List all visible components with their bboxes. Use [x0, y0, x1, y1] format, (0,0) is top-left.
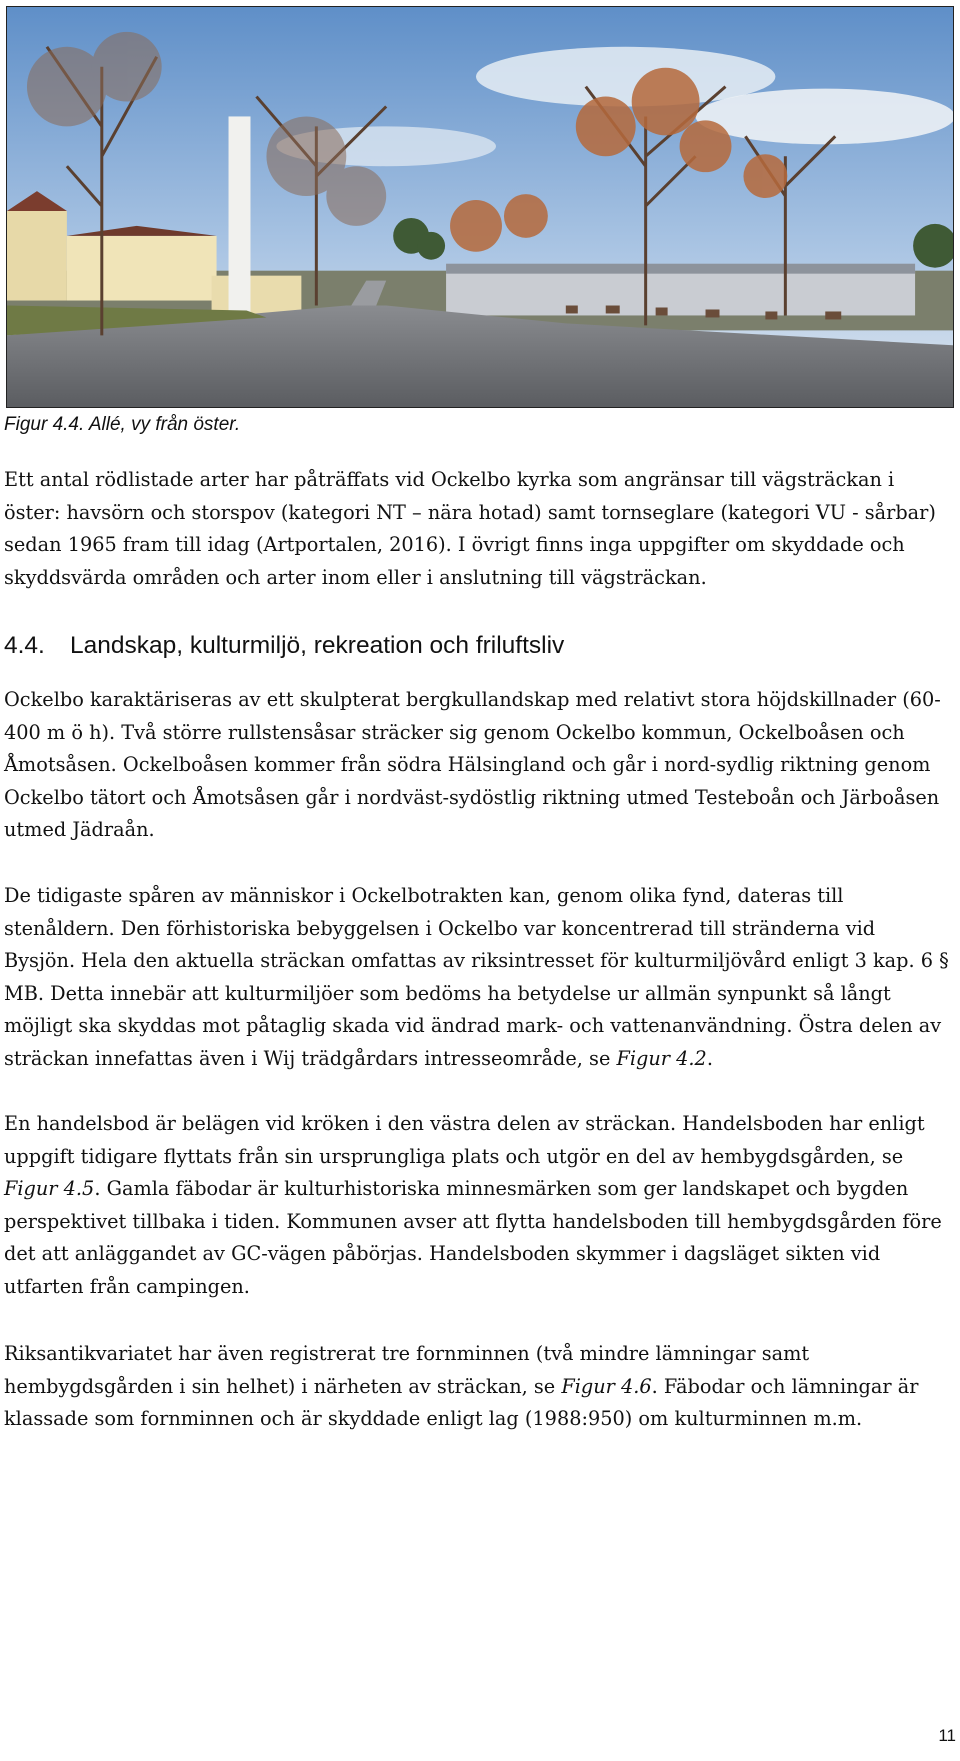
figure-photo: [6, 6, 954, 408]
section-title: Landskap, kulturmiljö, rekreation och friluftsliv: [70, 632, 565, 659]
paragraph-redlisted-species: Ett antal rödlistade arter har påträffats vid Ockelbo kyrka som angränsar till vägsträckan i öster: havsörn och storspov (kategori NT – nära hotad) samt tornseglare (kategori VU - sårbar) sedan 1965 fram till idag (Artportalen, 2016). I övrigt finns inga uppgifter om skyddade och skyddsvärda områden och arter inom eller i anslutning till vägsträckan.: [4, 468, 936, 589]
paragraph-trading-post-text: En handelsbod är belägen vid kröken i den västra delen av sträckan. Handelsboden har enligt uppgift tidigare flyttats från sin ursprungliga plats och utgör en del av hembygdsgården, se: [4, 1112, 925, 1168]
paragraph-cultural-environment: [4, 880, 952, 1076]
figure-reference-4-6[interactable]: Figur 4.6: [561, 1374, 652, 1398]
paragraph-end-punctuation: .: [706, 1046, 713, 1070]
paragraph-ancient-monuments-text-cont: . Fäbodar och lämningar är klassade som fornminnen och är skyddade enligt lag (1988:950) om kulturminnen m.m.: [4, 1374, 919, 1431]
paragraph-trading-post: [4, 1108, 952, 1304]
figure-reference-4-2[interactable]: Figur 4.2: [616, 1046, 707, 1070]
paragraph-ancient-monuments: [4, 1338, 952, 1436]
paragraph-landscape: Ockelbo karaktäriseras av ett skulpterat bergkullandskap med relativt stora höjdskillnader (60-400 m ö h). Två större rullstensåsar sträcker sig genom Ockelbo kommun, Ockelboåsen och Åmotsåsen. Ockelboåsen kommer från södra Hälsingland och går i nord-sydlig riktning genom Ockelbo tätort och Åmotsåsen går i nordväst-sydöstlig riktning utmed Testeboån och Järboåsen utmed Jädraån.: [4, 688, 941, 842]
paragraph-trading-post-text-cont: . Gamla fäbodar är kulturhistoriska minnesmärken som ger landskapet och bygden perspektivet tillbaka i tiden. Kommunen avser att flytta handelsboden till hembygdsgården före det att anläggandet av GC-vägen påbörjas. Handelsboden skymmer i dagsläget sikten vid utfarten från campingen.: [4, 1177, 942, 1298]
section-heading: [4, 632, 564, 660]
figure-caption: Figur 4.4. Allé, vy från öster.: [4, 414, 241, 435]
paragraph-cultural-environment-text: De tidigaste spåren av människor i Ockelbotrakten kan, genom olika fynd, dateras till stenåldern. Den förhistoriska bebyggelsen i Ockelbo var koncentrerad till stränderna vid Bysjön. Hela den aktuella sträckan omfattas av riksintresset för kulturmiljövård enligt 3 kap. 6 § MB. Detta innebär att kulturmiljöer som bedöms ha betydelse ur allmän synpunkt så långt möjligt ska skyddas mot påtaglig skada vid ändrad mark- och vattenanvändning. Östra delen av sträckan innefattas även i Wij trädgårdars intresseområde, se: [4, 884, 949, 1070]
section-number: 4.4.: [4, 632, 45, 659]
paragraph-ancient-monuments-text: Riksantikvariatet har även registrerat tre fornminnen (två mindre lämningar samt hembygdsgården i sin helhet) i närheten av sträckan, se: [4, 1342, 810, 1398]
page-number: 11: [938, 1726, 956, 1745]
figure-reference-4-5[interactable]: Figur 4.5: [4, 1177, 95, 1201]
allee-photo-illustration: [7, 7, 953, 407]
